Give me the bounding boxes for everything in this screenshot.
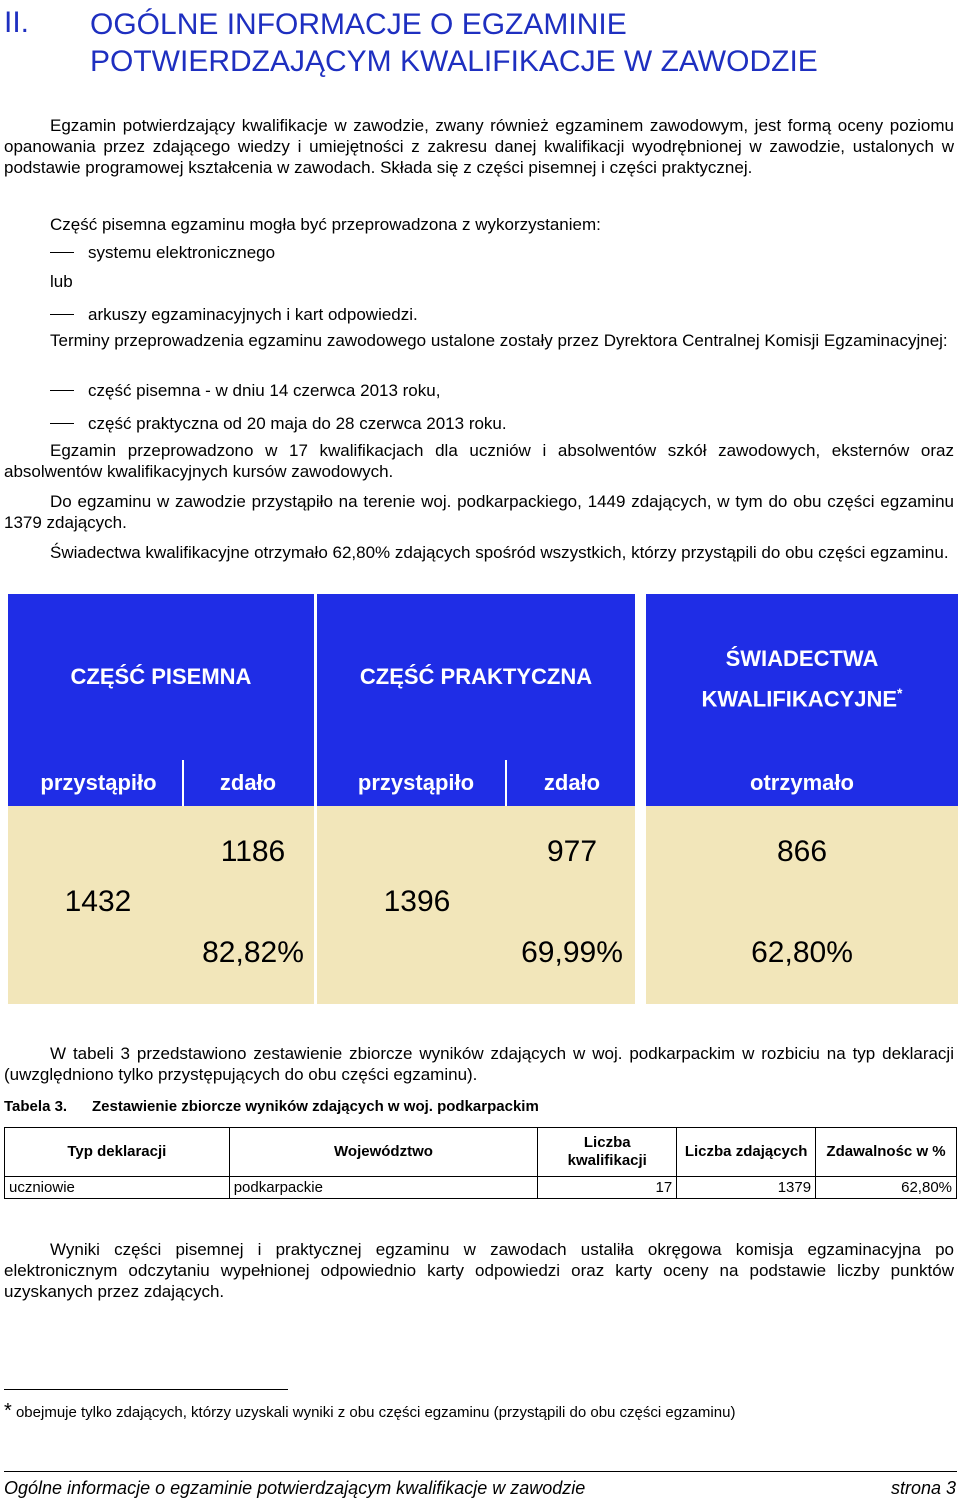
footnote-mark: * — [4, 1400, 12, 1422]
written-values-panel — [8, 806, 314, 1004]
footnote-text: obejmuje tylko zdających, którzy uzyskali wyniki z obu części egzaminu (przystąpili do obu części egzaminu) — [15, 1404, 736, 1421]
dash-bullet — [50, 423, 74, 424]
cell-voivodeship: podkarpackie — [229, 1177, 538, 1199]
footnote-divider — [4, 1389, 288, 1390]
dash-bullet — [50, 314, 74, 315]
footnote — [4, 1400, 736, 1422]
written-took-label: przystąpiło — [40, 770, 157, 795]
footer-divider — [4, 1471, 957, 1472]
table-caption — [4, 1098, 539, 1115]
header-voivodeship: Województwo — [229, 1128, 538, 1177]
practical-took-value: 1396 — [383, 885, 451, 918]
table-intro-paragraph: W tabeli 3 przedstawiono zestawienie zbiorcze wyników zdających w woj. podkarpackim w rozbiciu na typ deklaracji (uwzględniono tylko przystępujących do obu części egzaminu). — [4, 1044, 954, 1084]
or-text: lub — [50, 272, 73, 291]
written-part-panel — [8, 594, 314, 806]
section-title — [90, 6, 818, 80]
practical-took-label: przystąpiło — [357, 770, 475, 795]
certificates-panel — [646, 594, 958, 806]
dash-bullet — [50, 252, 74, 253]
results-paragraph: Wyniki części pisemnej i praktycznej egzaminu w zawodach ustaliła okręgowa komisja egzaminacyjna po elektronicznym odczytaniu wypełnionej odpowiednio karty odpowiedzi oraz karty oceny na podstawie liczby punktów uzyskanych przez zdających. — [4, 1240, 954, 1301]
certificates-paragraph: Świadectwa kwalifikacyjne otrzymało 62,80% zdających spośród wszystkich, którzy przystąpili do obu części egzaminu. — [50, 543, 949, 562]
practical-part-title: CZĘŚĆ PRAKTYCZNA — [359, 664, 593, 689]
practical-separator — [505, 760, 507, 806]
dates-lead: Terminy przeprowadzenia egzaminu zawodowego ustalone zostały przez Dyrektora Centralnej Komisji Egzaminacyjnej: — [50, 331, 948, 350]
certificates-count: 866 — [776, 835, 828, 868]
written-part-title: CZĘŚĆ PISEMNA — [70, 664, 252, 689]
certificates-title-line2: KWALIFIKACYJNE* — [701, 685, 903, 712]
table-header-row — [5, 1128, 957, 1177]
written-part-lead: Część pisemna egzaminu mogła być przeprowadzona z wykorzystaniem: — [50, 215, 601, 234]
counts-paragraph: Do egzaminu w zawodzie przystąpiło na terenie woj. podkarpackiego, 1449 zdających, w tym do obu części egzaminu 1379 zdających. — [4, 492, 954, 532]
certificates-received-label: otrzymało — [750, 770, 854, 795]
qualifications-paragraph: Egzamin przeprowadzono w 17 kwalifikacjach dla uczniów i absolwentów szkół zawodowych, eksternów oraz absolwentów kwalifikacyjnych kursów zawodowych. — [4, 441, 954, 481]
cell-qualification-count: 17 — [538, 1177, 677, 1199]
practical-pass-rate: 69,99% — [521, 936, 623, 969]
summary-table — [4, 1127, 957, 1199]
intro-paragraph: Egzamin potwierdzający kwalifikacje w zawodzie, zwany również egzaminem zawodowym, jest formą oceny poziomu opanowania przez zdającego wiedzy i umiejętności z zakresu danej kwalifikacji wyodrębnionej w zawodzie, ustalonych w podstawie programowej kształcenia w zawodach. Składa się z części pisemnej i części praktycznej. — [4, 116, 954, 177]
footnote-marker: * — [897, 685, 903, 701]
results-infographic — [8, 594, 958, 1004]
section-title-line1: OGÓLNE INFORMACJE O EGZAMINIE — [90, 8, 627, 41]
practical-values-panel — [317, 806, 635, 1004]
page-number: strona 3 — [890, 1478, 956, 1498]
cell-pass-rate: 62,80% — [816, 1177, 957, 1199]
cell-declaration-type: uczniowie — [5, 1177, 230, 1199]
written-pass-rate: 82,82% — [202, 936, 304, 969]
header-candidate-count: Liczba zdających — [677, 1128, 816, 1177]
practical-part-panel — [317, 594, 635, 806]
written-passed-label: zdało — [219, 770, 277, 795]
table-row — [5, 1177, 957, 1199]
dash-bullet — [50, 390, 74, 391]
header-qualification-count: Liczba kwalifikacji — [538, 1128, 677, 1177]
table-caption-text: Zestawienie zbiorcze wyników zdających w woj. podkarpackim — [92, 1098, 539, 1115]
written-took-value: 1432 — [64, 885, 132, 918]
section-number: II. — [4, 6, 30, 39]
cell-candidate-count: 1379 — [677, 1177, 816, 1199]
certificates-values-panel — [646, 806, 958, 1004]
written-passed-value: 1186 — [220, 835, 286, 868]
header-pass-rate: Zdawalnośc w % — [816, 1128, 957, 1177]
section-title-line2: POTWIERDZAJĄCYM KWALIFIKACJE W ZAWODZIE — [90, 45, 818, 78]
written-separator — [182, 760, 184, 806]
certificates-rate: 62,80% — [751, 936, 853, 969]
certificates-title-line1: ŚWIADECTWA — [725, 646, 879, 671]
header-declaration-type: Typ deklaracji — [5, 1128, 230, 1177]
practical-passed-value: 977 — [546, 835, 598, 868]
practical-passed-label: zdało — [543, 770, 601, 795]
table-caption-label: Tabela 3. — [4, 1098, 68, 1115]
footer-title: Ogólne informacje o egzaminie potwierdzającym kwalifikacje w zawodzie — [4, 1478, 586, 1498]
